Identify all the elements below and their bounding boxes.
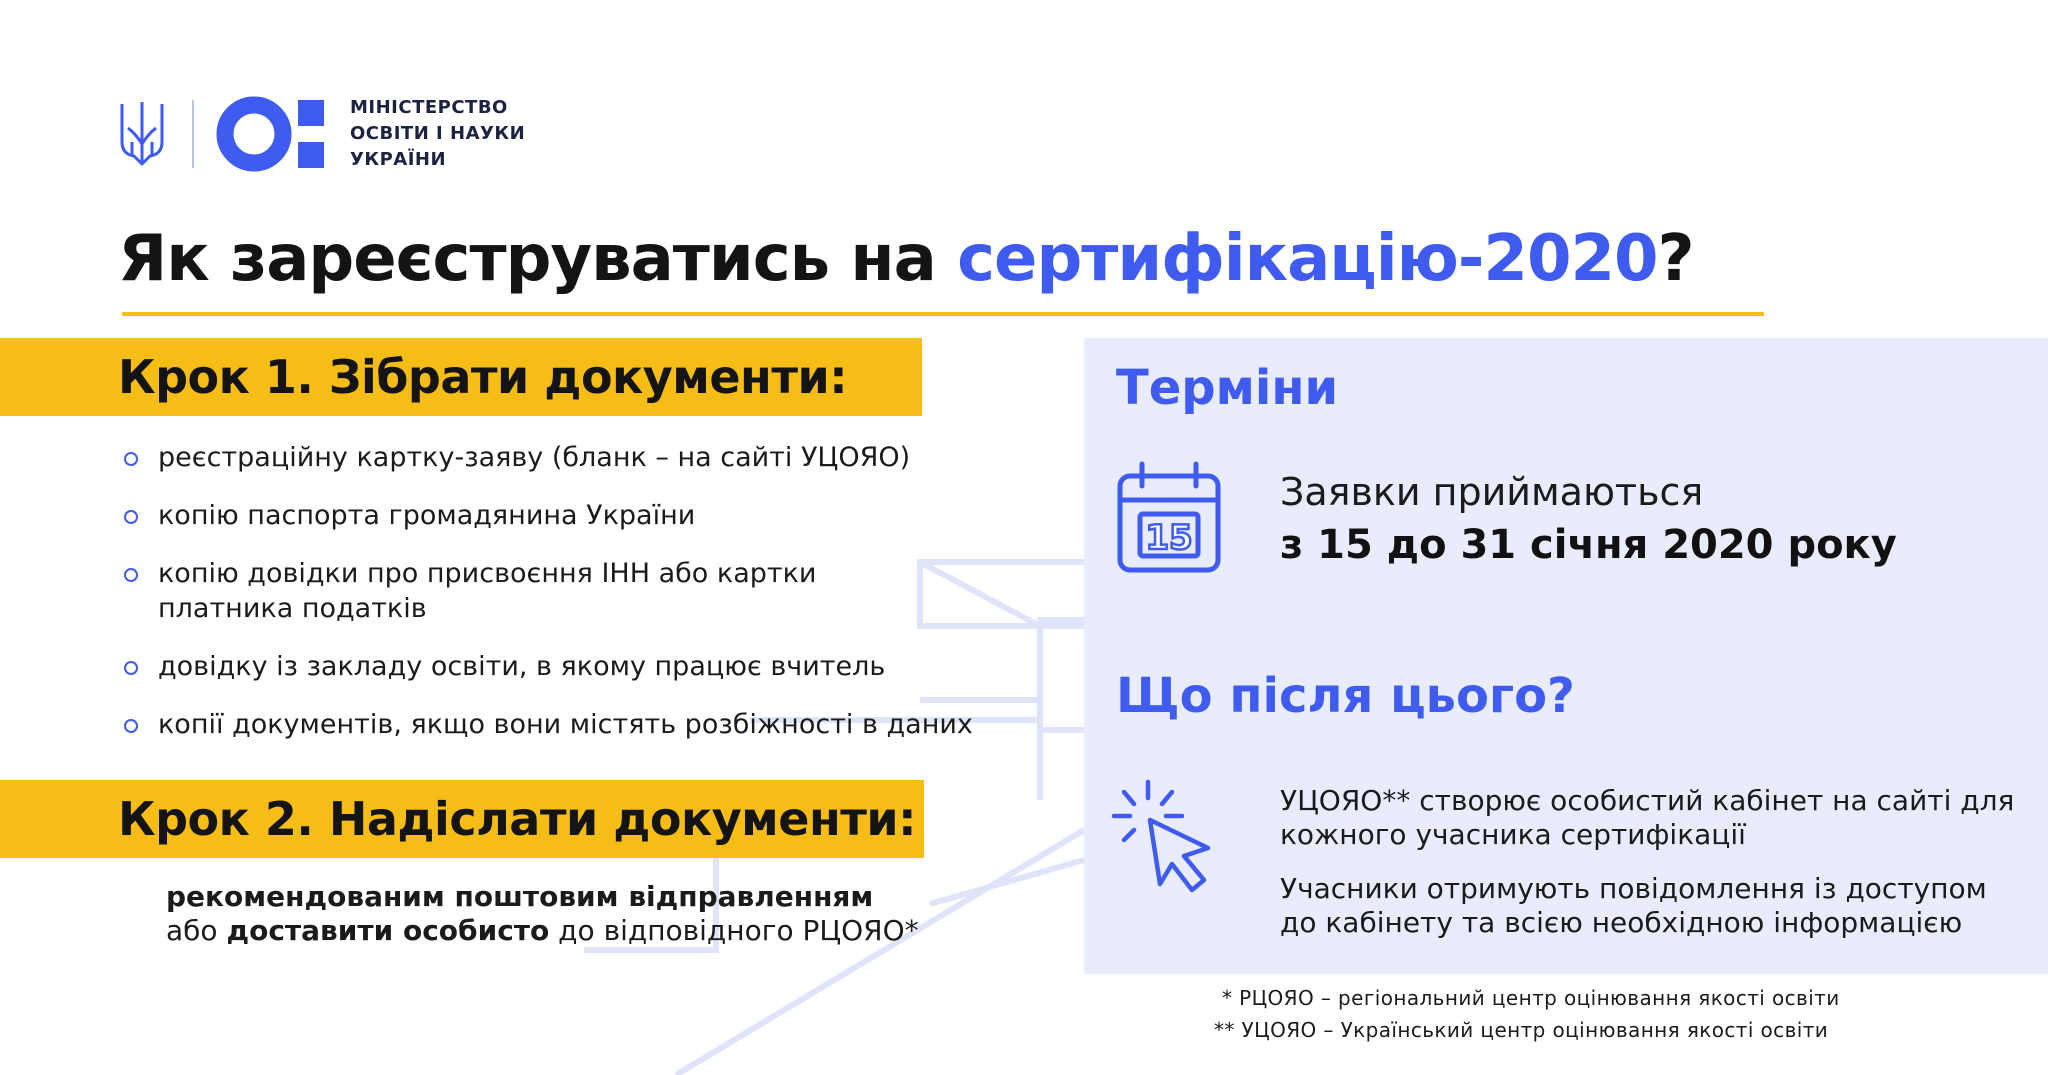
after-heading: Що після цього?: [1116, 668, 1575, 724]
calendar-icon: [1114, 458, 1224, 576]
ministry-logo-icon: [216, 96, 326, 172]
circle-bullet-icon: [124, 452, 138, 466]
after-step-1: УЦОЯО** створює особистий кабінет на сайті для кожного учасника сертифікації: [1280, 784, 2015, 851]
calendar-day: 15: [1145, 518, 1193, 558]
circle-bullet-icon: [124, 661, 138, 675]
step1-band: [0, 338, 922, 416]
ministry-name-line1: МІНІСТЕРСТВО: [350, 97, 508, 118]
list-item-text: довідку із закладу освіти, в якому працює вчитель: [158, 651, 886, 682]
title-accent: сертифікацію-2020: [957, 222, 1658, 296]
step2-band: [0, 780, 924, 858]
after-step-2: Учасники отримують повідомлення із доступом до кабінету та всією необхідною інформацією: [1280, 872, 1987, 939]
page-title: [118, 222, 1694, 296]
trident-icon: [118, 98, 166, 170]
footnote-1: * РЦОЯО – регіональний центр оцінювання якості освіти: [1222, 986, 1840, 1010]
list-item-text: копію довідки про присвоєння ІНН або картки платника податків: [158, 558, 817, 624]
send-line2-post: до відповідного РЦОЯО*: [549, 914, 919, 947]
list-item: [122, 707, 1022, 742]
title-part1: Як зареєструватись на: [118, 222, 958, 296]
step2-heading: Крок 2. Надіслати документи:: [118, 792, 917, 846]
ministry-name-line2: ОСВІТИ І НАУКИ: [350, 123, 526, 144]
step1-heading: Крок 1. Зібрати документи:: [118, 350, 848, 404]
list-item: [122, 498, 1022, 533]
circle-bullet-icon: [124, 719, 138, 733]
ministry-name-line3: УКРАЇНИ: [350, 149, 447, 170]
applications-text: Заявки приймаються: [1280, 470, 1704, 514]
list-item: [122, 440, 1022, 475]
title-underline: [122, 312, 1764, 316]
circle-bullet-icon: [124, 568, 138, 582]
list-item: [122, 556, 918, 626]
send-line2-pre: або: [166, 914, 227, 947]
send-line2-bold: доставити особисто: [226, 914, 550, 947]
click-cursor-icon: [1110, 776, 1222, 896]
applications-dates: з 15 до 31 січня 2020 року: [1280, 522, 1897, 568]
ministry-name: [350, 95, 525, 173]
list-item-text: реєстраційну картку-заяву (бланк – на сайті УЦОЯО): [158, 442, 911, 473]
send-line1: рекомендованим поштовим відправленням: [166, 880, 874, 913]
send-methods: [166, 880, 919, 948]
list-item-text: копію паспорта громадянина України: [158, 500, 696, 531]
list-item: [122, 649, 1022, 684]
footnote-2: ** УЦОЯО – Український центр оцінювання якості освіти: [1214, 1018, 1829, 1042]
title-part2: ?: [1657, 222, 1694, 296]
terms-heading: Терміни: [1116, 360, 1339, 416]
circle-bullet-icon: [124, 510, 138, 524]
ministry-logo: [118, 96, 525, 172]
documents-list: [122, 440, 1022, 765]
info-panel: [1084, 338, 2048, 974]
list-item-text: копії документів, якщо вони містять розбіжності в даних: [158, 709, 973, 740]
logo-divider: [192, 100, 194, 168]
